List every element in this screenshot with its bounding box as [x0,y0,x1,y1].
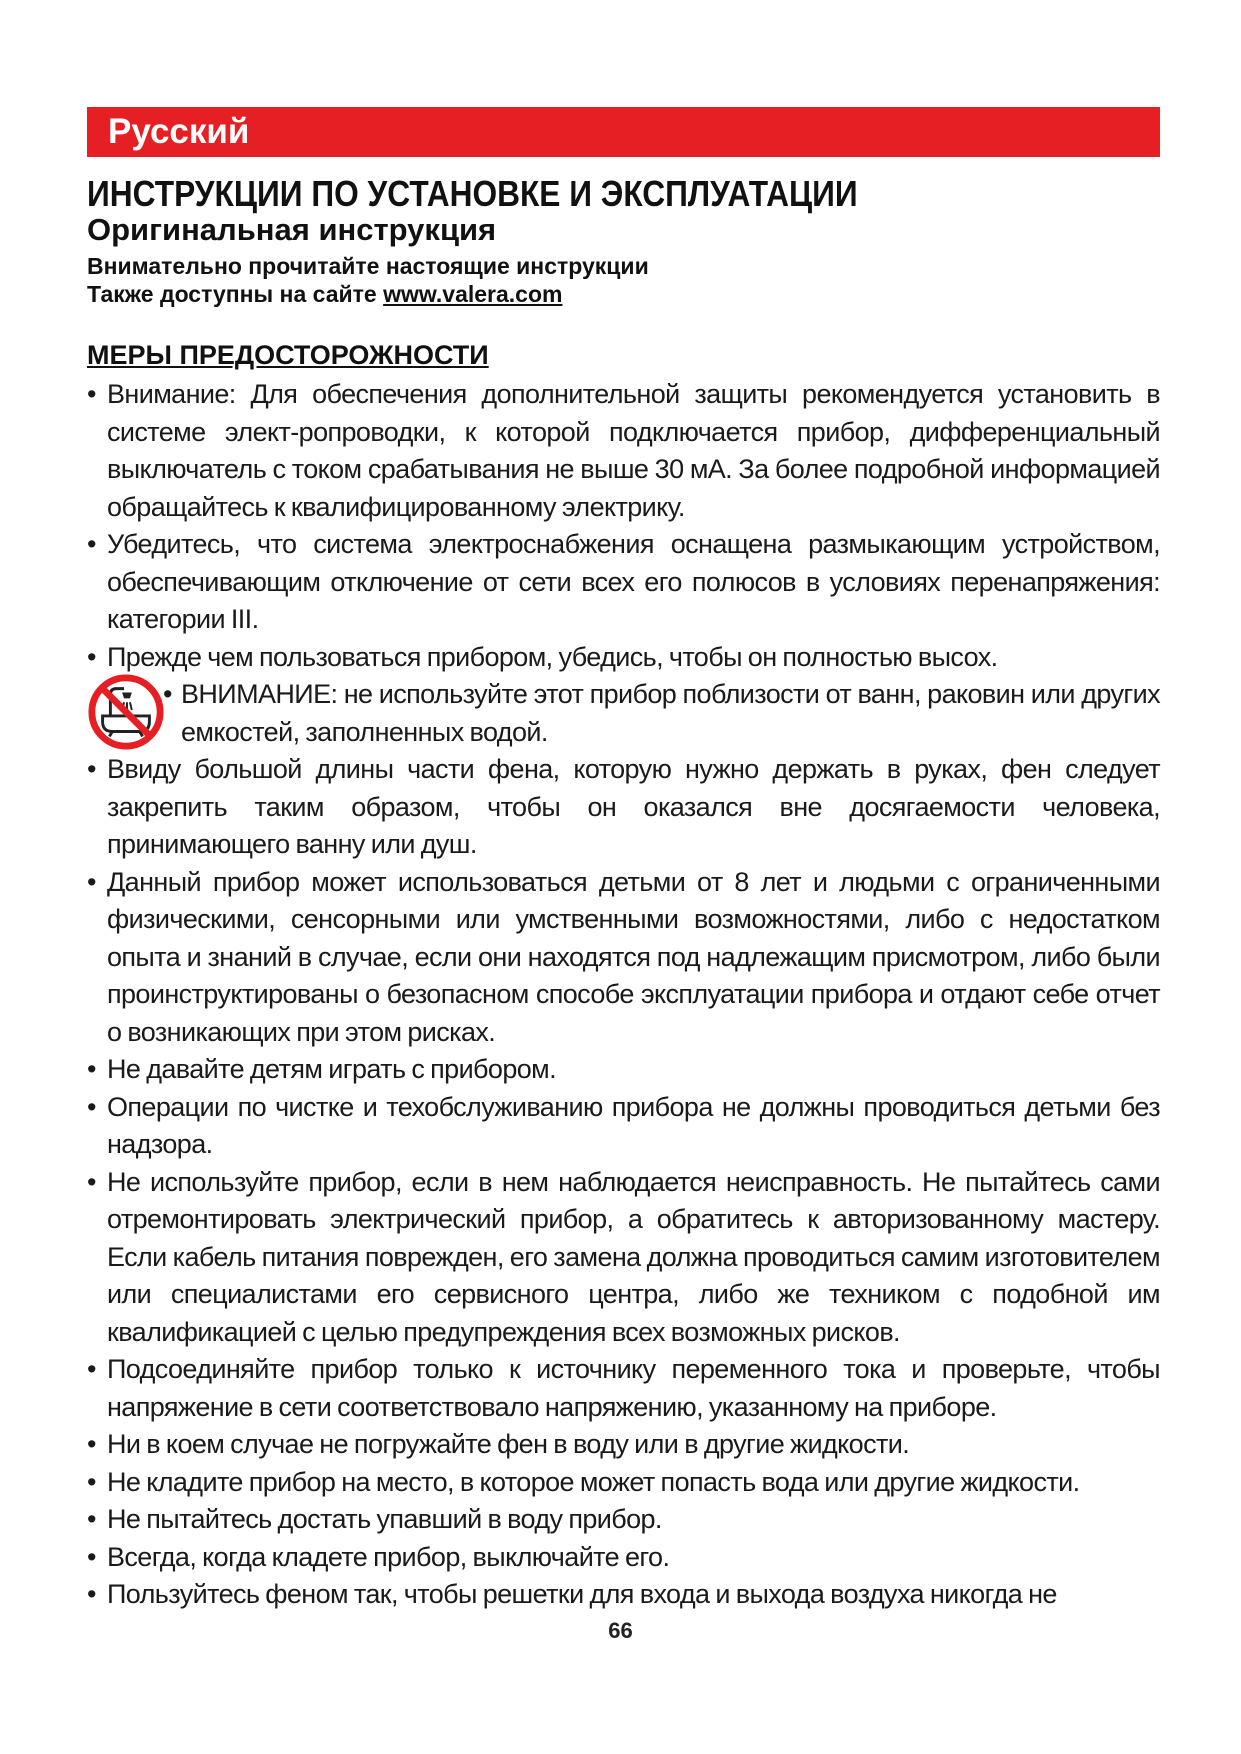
bullet: • [87,1466,96,1497]
website-note [87,280,562,308]
list-item-text: Пользуйтесь феном так, чтобы решетки для входа и выхода воздуха никогда не [107,1579,1057,1609]
list-item [87,1426,1160,1464]
bullet: • [87,641,96,672]
list-item [87,1351,1160,1426]
list-item-text: Не давайте детям играть с прибором. [107,1054,557,1084]
bullet: • [87,866,96,897]
list-item [87,751,1160,864]
list-item-text: Всегда, когда кладете прибор, выключайте его. [107,1541,670,1572]
list-item-text: Не используйте прибор, если в нем наблюдается неисправность. Не пытайтесь сами отремонтировать электрический прибор, а обратитесь к авторизованному мастеру. Если кабель питания поврежден, его замена должна проводиться самим изготовителем или специалистами его сервисного центра, либо же техником с подобной им квалификацией с целью предупреждения всех возможных рисков. [107,1166,1160,1347]
list-item-text: Не пытайтесь достать упавший в воду прибор. [107,1504,662,1534]
bullet: • [87,1354,96,1384]
list-item [87,1089,1160,1164]
list-item [87,1539,1160,1577]
list-item [87,639,1160,677]
list-item-text: Не кладите прибор на место, в которое может попасть вода или другие жидкости. [107,1466,1080,1497]
list-item-text: Данный прибор может использоваться детьми от 8 лет и людьми с ограниченными физическими, сенсорными или умственными возможностями, либо с недостатком опыта и знаний в случае, если они находятся под надлежащим присмотром, либо были проинструктированы о безопасном способе эксплуатации прибора и отдают себе отчет о возникающих при этом рисках. [107,866,1160,1047]
website-note-prefix: Также доступны на сайте [87,281,384,307]
precautions-list [87,376,1160,1614]
page-subtitle: Оригинальная инструкция [87,212,497,247]
list-item-text: Операции по чистке и техобслуживанию прибора не должны проводиться детьми без надзора. [107,1091,1160,1159]
list-item [87,1164,1160,1352]
list-item-text: Ввиду большой длины части фена, которую нужно держать в руках, фен следует закрепить таким образом, чтобы он оказался вне досягаемости человека, принимающего ванну или душ. [107,754,1160,859]
bullet: • [87,1504,96,1534]
bullet: • [87,1091,96,1122]
page-number: 66 [608,1618,633,1643]
bullet: • [87,1054,96,1084]
bullet: • [87,1429,96,1459]
list-item [87,526,1160,639]
bullet: • [87,379,96,409]
list-item-text: ВНИМАНИЕ: не используйте этот прибор поблизости от ванн, раковин или других емкостей, заполненных водой. [181,679,1160,747]
bullet: • [87,1166,96,1197]
list-item [87,1051,1160,1089]
list-item-text: Убедитесь, что система электроснабжения оснащена размыкающим устройством, обеспечивающим отключение от сети всех его полюсов в условиях перенапряжения: категории III. [107,529,1160,634]
page-title: ИНСТРУКЦИИ ПО УСТАНОВКЕ И ЭКСПЛУАТАЦИИ [87,173,858,214]
bullet: • [87,754,96,784]
list-item-text: Ни в коем случае не погружайте фен в воду или в другие жидкости. [107,1429,910,1459]
bullet: • [163,679,172,709]
language-bar [87,107,1160,157]
read-instructions-note: Внимательно прочитайте настоящие инструкции [87,253,649,279]
section-title: МЕРЫ ПРЕДОСТОРОЖНОСТИ [87,340,489,370]
list-item-text: Внимание: Для обеспечения дополнительной защиты рекомендуется установить в системе элект-ропроводки, к которой подключается прибор, дифференциальный выключатель с током срабатывания не выше 30 мА. За более подробной информацией обращайтесь к квалифицированному электрику. [107,379,1160,522]
bullet: • [87,1541,96,1572]
list-item [87,1501,1160,1539]
bullet: • [87,1579,96,1609]
language-label: Русский [108,112,250,151]
list-item [87,1464,1160,1502]
list-item-text: Прежде чем пользоваться прибором, убедись, чтобы он полностью высох. [107,641,998,672]
list-item [87,376,1160,526]
website-link[interactable]: www.valera.com [383,281,563,307]
no-bath-icon [87,673,165,751]
list-item-text: Подсоединяйте прибор только к источнику переменного тока и проверьте, чтобы напряжение в сети соответствовало напряжению, указанному на приборе. [107,1354,1160,1422]
list-item [87,864,1160,1052]
bullet: • [87,529,96,559]
list-item [87,1576,1160,1614]
list-item-warning [87,676,1160,751]
